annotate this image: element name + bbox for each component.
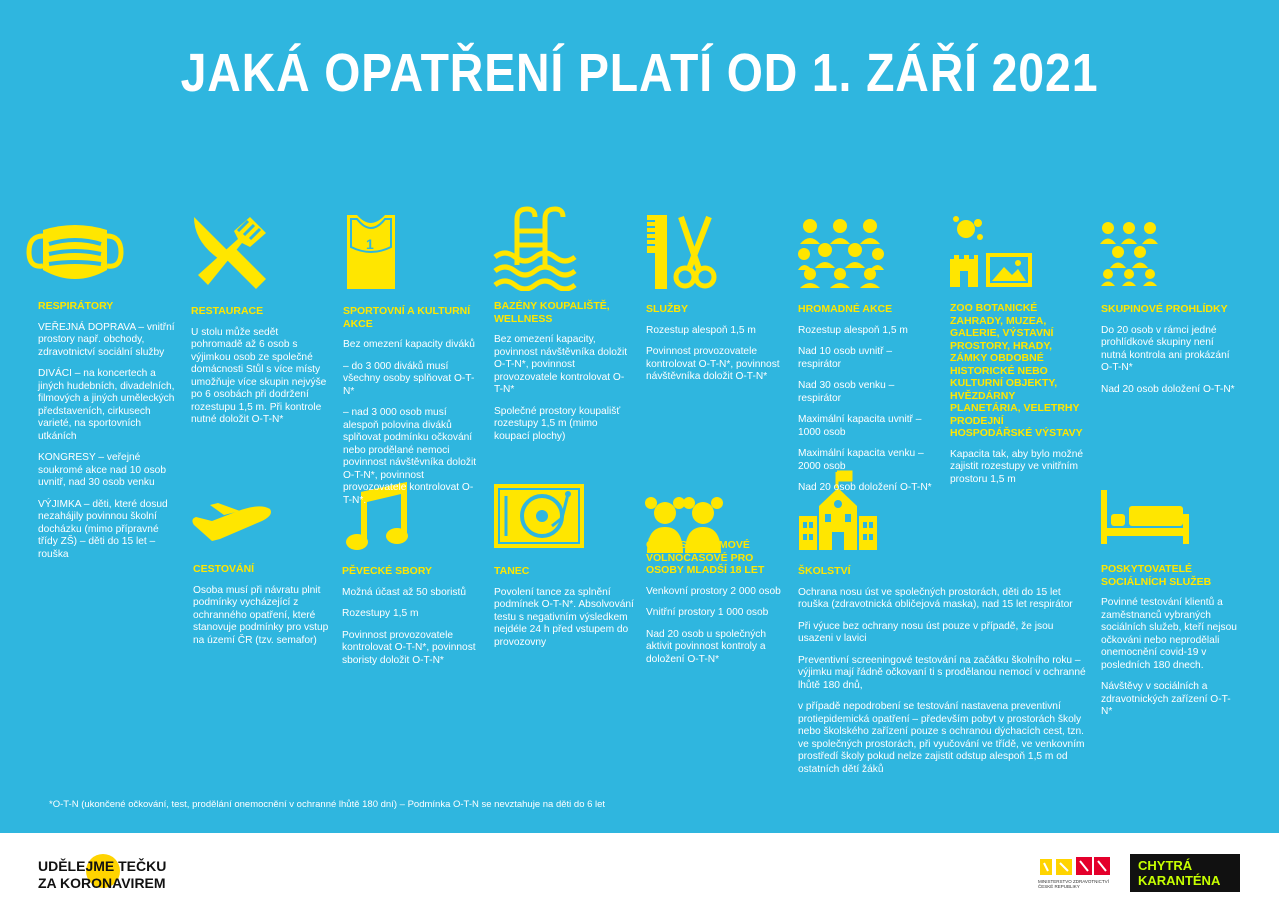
section-socialni [1101,563,1239,728]
svg-text:1: 1 [366,236,374,252]
crowd-icon [798,218,884,288]
section-text: Nad 20 osob doložení O-T-N* [798,482,932,493]
section-text: Rozestup alespoň 1,5 m [798,324,908,336]
section-cestovani [193,563,331,656]
section-bazeny [494,300,630,452]
page-title: JAKÁ OPATŘENÍ PLATÍ OD 1. ZÁŘÍ 2021 [180,43,1099,103]
section-text: Vnitřní prostory 1 000 osob [646,607,769,618]
section-text: Rozestupy 1,5 m [342,608,419,619]
section-text: Při výuce bez ochrany nosu úst pouze v případě, že jsou usazeni v lavici [798,620,1054,644]
section-heading: RESPIRÁTORY [38,300,114,312]
section-text: v případě nepodrobení se testování nastavena preventivní protiepidemická opatření – především pobyt v prostorách školy nebo školského zařízení pouze s ochranou dýchacích cest, tzn. ve společných prostorách, při vyučování ve třídě, ve venkovním prostředí školy pokud nelze zajistit odstup alespoň 1,5 m od ostatních dětí žáků [798,701,1085,775]
section-heading: ŠKOLSTVÍ [798,565,851,577]
section-hromadne [798,303,934,504]
section-text: Do 20 osob v rámci jedné prohlídkové skupiny není nutná kontrola ani prokázání O-T-N* [1101,324,1230,373]
section-sluzby [646,303,782,393]
bed-icon [1101,490,1189,544]
section-heading: SKUPINOVÉ PROHLÍDKY [1101,303,1228,315]
section-heading: TANEC [494,565,530,577]
section-text: Bez omezení kapacity, povinnost návštěvníka doložit O-T-N*, povinnost provozovatele kontrolovat O-T-N* [494,334,628,395]
section-text: Osoba musí při návratu plnit podmínky vycházející z ochranného opatření, které stanovuje podmínky pro vstup na území ČR (tzv. semafor) [193,584,329,646]
section-text: VÝJIMKA – děti, které dosud nezahájily povinnou školní docházku (mimo přípravné třídy ZŠ) – děti do 15 let – rouška [38,498,168,560]
section-text: Kapacita tak, aby bylo možné zajistit rozestupy ve vnitřním prostoru 1,5 m [950,448,1084,485]
campaign-line1: UDĚLEJME TEČKU [38,858,167,874]
turntable-icon [494,484,584,548]
section-text: Nad 10 osob uvnitř – respirátor [798,346,893,370]
section-text: Návštěvy v sociálních a zdravotnických zařízení O-T-N* [1101,681,1231,717]
section-text: KONGRESY – veřejné soukromé akce nad 10 osob uvnitř, nad 30 osob venku [38,452,166,488]
castle-gallery-icon [948,215,1034,291]
section-text: Nad 20 osob doložení O-T-N* [1101,383,1235,395]
group-icon [1100,220,1158,286]
section-heading: CESTOVÁNÍ [193,563,255,575]
section-text: VEŘEJNÁ DOPRAVA – vnitřní prostory např. obchody, zdravotnictví sociální služby [38,321,175,358]
section-text: Povinné testování klientů a zaměstnanců vybraných sociálních služeb, kteří nejsou očkováni nebo neprodělali onemocnění covid-19 v posledních 180 dnech. [1101,597,1237,671]
section-skolstvi [798,565,1090,785]
section-text: U stolu může sedět pohromadě až 6 osob s výjimkou osob ze společné domácnosti Stůl s více místy umožňuje více skupin nejvýše po 6 osobách při dodržení rozestupu 1,5 m. Při kontrole nutné doložit O-T-N* [191,326,327,425]
campaign-logo [38,858,166,892]
section-text: – do 3 000 diváků musí všechny osoby splňovat O-T-N* [343,360,475,397]
comb-scissors-icon [645,213,717,291]
section-heading: ZOO BOTANICKÉ ZAHRADY, MUZEA, GALERIE, VÝSTAVNÍ PROSTORY, HRADY, ZÁMKY OBDOBNÉ HISTORICKÉ NEBO KULTURNÍ OBJEKTY, HVĚZDÁRNY PLANETÁRIA, VELETRHY PRODEJNÍ HOSPODÁŘSKÉ VÝSTAVY [950,302,1083,439]
section-text: Povinnost provozovatele kontrolovat O-T-N*, povinnost návštěvníka doložit O-T-N* [646,346,780,382]
section-heading: RESTAURACE [191,305,264,317]
footnote: *O-T-N (ukončené očkování, test, prodělání onemocnění v ochranné lhůtě 180 dní) – Podmínka O-T-N se nevztahuje na děti do 6 let [49,799,606,810]
section-text: Maximální kapacita uvnitř – 1000 osob [798,414,922,438]
section-sport [343,305,481,516]
jersey-icon [343,213,399,291]
section-text: Nad 30 osob venku – respirátor [798,380,895,404]
fork-knife-icon [190,213,268,291]
section-text: – nad 3 000 osob musí alespoň polovina diváků splňovat podmínku očkování nebo prodělané nemoci povinnost návštěvníka doložit O-T-N*, povinnost provozovatele kontrolovat O-T-N*. [343,407,477,506]
section-tanec [494,565,636,658]
section-zoo [950,302,1088,495]
section-text: Nad 20 osob u společných aktivit povinnost kontroly a doložení O-T-N* [646,628,767,665]
section-text: Povinnost provozovatele kontrolovat O-T-N*, povinnost sboristy doložit O-T-N* [342,629,476,666]
section-text: Maximální kapacita venku – 2000 osob [798,448,924,472]
section-text: Preventivní screeningové testování na začátku školního roku – výjimku mají řádně očkovaní ti s prodělanou nemocí v ochranné lhůtě 180 dnů, [798,654,1086,691]
section-text: Povolení tance za splnění podmínek O-T-N*. Absolvování testu s negativním výsledkem nejdéle 24 h před vstupem do provozovny [494,586,634,648]
pool-ladder-icon [493,205,577,291]
campaign-line2: ZA KORONAVIREM [38,875,166,891]
section-prohlidky [1101,303,1239,405]
section-heading: SPORTOVNÍ A KULTURNÍ AKCE [343,305,471,330]
section-heading: BAZÉNY KOUPALIŠTĚ, WELLNESS [494,300,610,325]
section-heading: SLUŽBY [646,303,688,315]
chytra-karantena-logo [1130,854,1240,892]
ck-line2: KARANTÉNA [1138,873,1221,888]
ministry-name: MINISTERSTVO ZDRAVOTNICTVÍ ČESKÉ REPUBLIKY [1038,879,1109,889]
section-text: DIVÁCI – na koncertech a jiných hudebních, divadelních, filmových a jiných uměleckých představeních, cirkusech varieté, na sportovních utkáních [38,368,175,442]
section-restaurace [191,305,329,436]
airplane-icon [190,503,274,543]
section-cinnosti [646,539,784,675]
section-text: Venkovní prostory 2 000 osob [646,585,781,597]
section-text: Rozestup alespoň 1,5 m [646,324,756,336]
section-text: Ochrana nosu úst ve společných prostorách, děti do 15 let rouška (zdravotnická obličejová maska), nad 15 let respirátor [798,586,1073,610]
section-heading: ČINNOSTI ZÁJMOVÉ VOLNOČASOVÉ PRO OSOBY MLADŠÍ 18 LET [646,539,765,576]
section-sbory [342,565,480,676]
section-heading: POSKYTOVATELÉ SOCIÁLNÍCH SLUŽEB [1101,563,1212,588]
section-respiratory [38,300,178,570]
section-heading: PĚVECKÉ SBORY [342,565,433,577]
section-text: Možná účast až 50 sboristů [342,586,467,598]
face-mask-icon [25,222,125,284]
section-heading: HROMADNÉ AKCE [798,303,893,315]
section-text: Bez omezení kapacity diváků [343,339,475,350]
section-text: Společné prostory koupališť rozestupy 1,5 m (mimo koupací plochy) [494,405,621,442]
ck-line1: CHYTRÁ [1138,858,1193,873]
